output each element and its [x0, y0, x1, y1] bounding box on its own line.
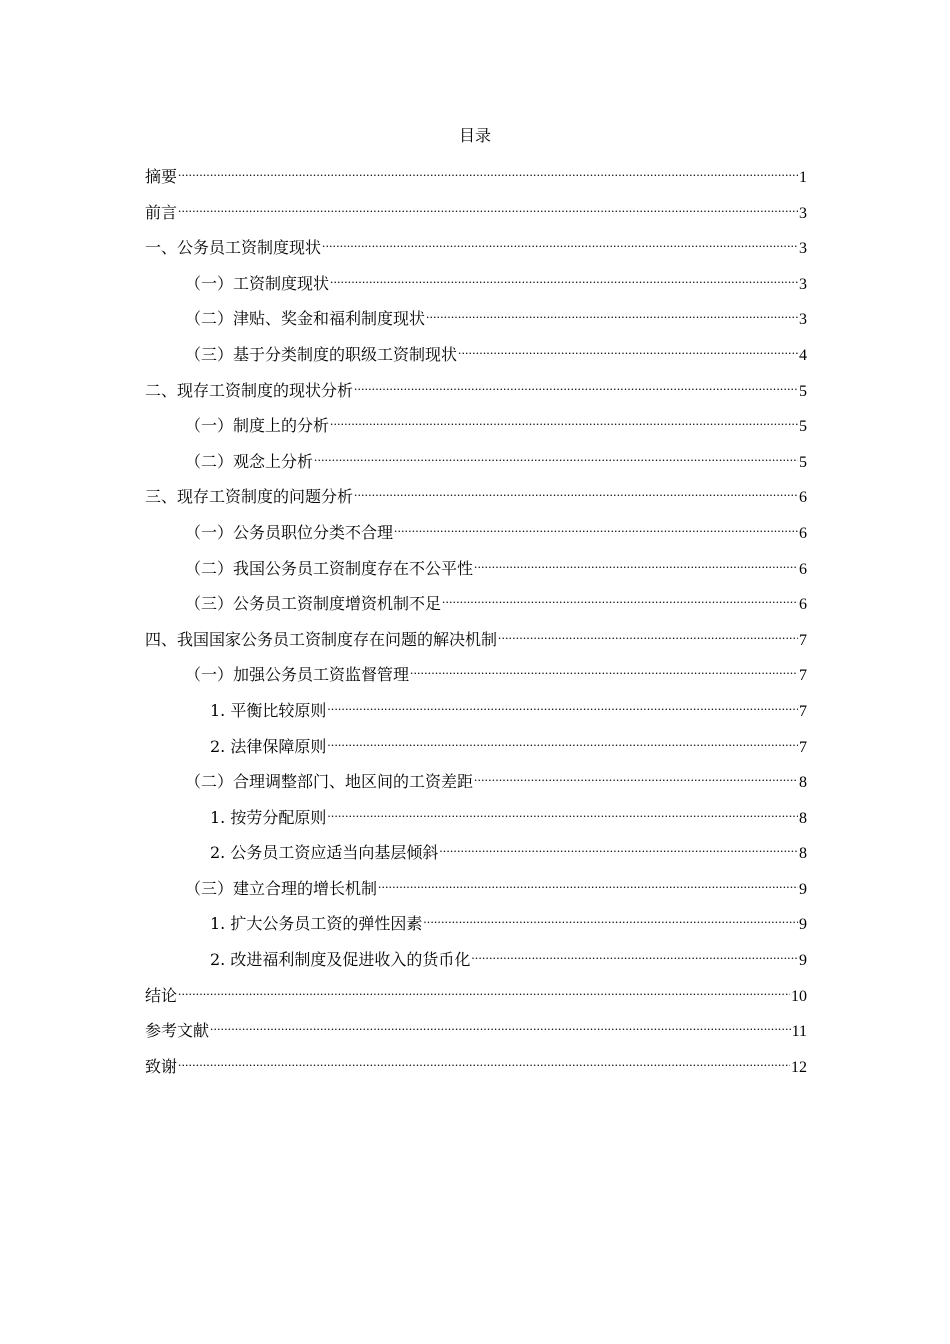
- dot-leader: [378, 870, 798, 894]
- toc-entry-label: 参考文献: [145, 1021, 210, 1041]
- toc-entry[interactable]: [145, 834, 807, 870]
- dot-leader: [410, 656, 798, 680]
- toc-entry[interactable]: [145, 870, 807, 906]
- toc-entry-label: 摘要: [145, 167, 178, 186]
- toc-entry[interactable]: [145, 656, 807, 692]
- dot-leader: [423, 905, 798, 929]
- dot-leader: [474, 763, 798, 787]
- toc-entry-label: （三）公务员工资制度增资机制不足: [185, 594, 442, 614]
- table-of-contents: [145, 158, 807, 1083]
- toc-entry-page-number: 6: [799, 596, 807, 614]
- dot-leader: [178, 977, 790, 1001]
- toc-entry[interactable]: [145, 941, 807, 977]
- dot-leader: [458, 336, 798, 360]
- toc-entry[interactable]: [145, 336, 807, 372]
- toc-entry[interactable]: [145, 550, 807, 586]
- toc-entry-page-number: 7: [799, 667, 807, 685]
- toc-entry-label: （二）我国公务员工资制度存在不公平性: [185, 558, 474, 578]
- toc-entry-label: （一）制度上的分析: [185, 416, 330, 436]
- toc-title: 目录: [458, 126, 491, 145]
- toc-entry[interactable]: [145, 621, 807, 657]
- toc-entry[interactable]: [145, 1012, 807, 1048]
- toc-entry-label: 前言: [145, 202, 178, 222]
- dot-leader: [322, 229, 798, 253]
- dot-leader: [314, 443, 798, 467]
- toc-entry-page-number: 5: [799, 453, 807, 471]
- toc-entry-page-number: 11: [791, 1023, 807, 1041]
- toc-entry-page-number: 9: [799, 880, 807, 898]
- toc-entry-page-number: 9: [799, 952, 807, 970]
- toc-entry[interactable]: [145, 158, 807, 194]
- toc-entry-label: 1. 按劳分配原则: [210, 807, 327, 827]
- toc-entry[interactable]: [145, 229, 807, 265]
- dot-leader: [327, 728, 798, 752]
- toc-entry[interactable]: [145, 372, 807, 408]
- toc-entry-page-number: 6: [799, 489, 807, 507]
- toc-entry-label: （二）合理调整部门、地区间的工资差距: [185, 772, 474, 792]
- toc-entry-label: 三、现存工资制度的问题分析: [145, 487, 354, 507]
- toc-entry-page-number: 9: [799, 916, 807, 934]
- toc-entry-label: 二、现存工资制度的现状分析: [145, 380, 354, 400]
- toc-entry[interactable]: [145, 265, 807, 301]
- dot-leader: [178, 158, 798, 182]
- toc-entry-label: （三）基于分类制度的职级工资制现状: [185, 344, 458, 364]
- toc-entry[interactable]: [145, 799, 807, 835]
- toc-entry-label: （一）加强公务员工资监督管理: [185, 665, 410, 685]
- toc-entry-page-number: 3: [799, 275, 807, 293]
- toc-entry[interactable]: [145, 407, 807, 443]
- toc-entry-page-number: 4: [799, 346, 807, 364]
- toc-entry-label: （一）公务员职位分类不合理: [185, 522, 394, 542]
- dot-leader: [354, 478, 798, 502]
- toc-entry-page-number: 10: [791, 987, 807, 1005]
- toc-entry-page-number: 3: [799, 204, 807, 222]
- toc-entry-label: 2. 公务员工资应适当向基层倾斜: [210, 843, 439, 863]
- toc-entry[interactable]: [145, 692, 807, 728]
- dot-leader: [354, 372, 798, 396]
- toc-entry-page-number: 3: [799, 311, 807, 329]
- dot-leader: [426, 300, 798, 324]
- dot-leader: [439, 834, 798, 858]
- toc-entry-page-number: 12: [791, 1058, 807, 1076]
- toc-entry-page-number: 6: [799, 560, 807, 578]
- toc-entry-label: 1. 平衡比较原则: [210, 700, 327, 720]
- toc-entry-page-number: 8: [799, 845, 807, 863]
- toc-entry[interactable]: [145, 585, 807, 621]
- toc-entry-label: 致谢: [145, 1056, 178, 1076]
- toc-entry-page-number: 7: [799, 738, 807, 756]
- toc-entry[interactable]: [145, 478, 807, 514]
- dot-leader: [327, 799, 798, 823]
- dot-leader: [210, 1012, 791, 1036]
- toc-entry-page-number: 7: [799, 631, 807, 649]
- toc-entry[interactable]: [145, 443, 807, 479]
- toc-entry[interactable]: [145, 194, 807, 230]
- dot-leader: [498, 621, 798, 645]
- toc-entry-page-number: 3: [799, 240, 807, 258]
- toc-entry[interactable]: [145, 728, 807, 764]
- dot-leader: [474, 550, 798, 574]
- toc-entry-label: （二）观念上分析: [185, 451, 314, 471]
- dot-leader: [442, 585, 798, 609]
- toc-entry-page-number: 6: [799, 524, 807, 542]
- toc-entry-page-number: 1: [799, 169, 807, 186]
- toc-entry[interactable]: [145, 514, 807, 550]
- toc-entry-page-number: 5: [799, 418, 807, 436]
- toc-entry-label: 四、我国国家公务员工资制度存在问题的解决机制: [145, 629, 498, 649]
- dot-leader: [178, 1048, 790, 1072]
- toc-entry-page-number: 7: [799, 702, 807, 720]
- toc-entry[interactable]: [145, 300, 807, 336]
- dot-leader: [330, 407, 798, 431]
- toc-entry[interactable]: [145, 763, 807, 799]
- dot-leader: [178, 194, 798, 218]
- toc-entry[interactable]: [145, 905, 807, 941]
- dot-leader: [394, 514, 798, 538]
- toc-entry-page-number: 5: [799, 382, 807, 400]
- toc-entry-label: 结论: [145, 985, 178, 1005]
- toc-entry-label: 2. 法律保障原则: [210, 736, 327, 756]
- toc-entry-label: （二）津贴、奖金和福利制度现状: [185, 309, 426, 329]
- dot-leader: [330, 265, 798, 289]
- toc-entry-label: （一）工资制度现状: [185, 273, 330, 293]
- toc-entry-page-number: 8: [799, 774, 807, 792]
- toc-entry-label: 一、公务员工资制度现状: [145, 238, 322, 258]
- toc-entry-page-number: 8: [799, 809, 807, 827]
- dot-leader: [471, 941, 798, 965]
- toc-entry-label: 1. 扩大公务员工资的弹性因素: [210, 914, 423, 934]
- dot-leader: [327, 692, 798, 716]
- toc-entry[interactable]: [145, 1048, 807, 1084]
- toc-entry-label: （三）建立合理的增长机制: [185, 878, 378, 898]
- toc-entry-label: 2. 改进福利制度及促进收入的货币化: [210, 950, 471, 970]
- toc-entry[interactable]: [145, 977, 807, 1013]
